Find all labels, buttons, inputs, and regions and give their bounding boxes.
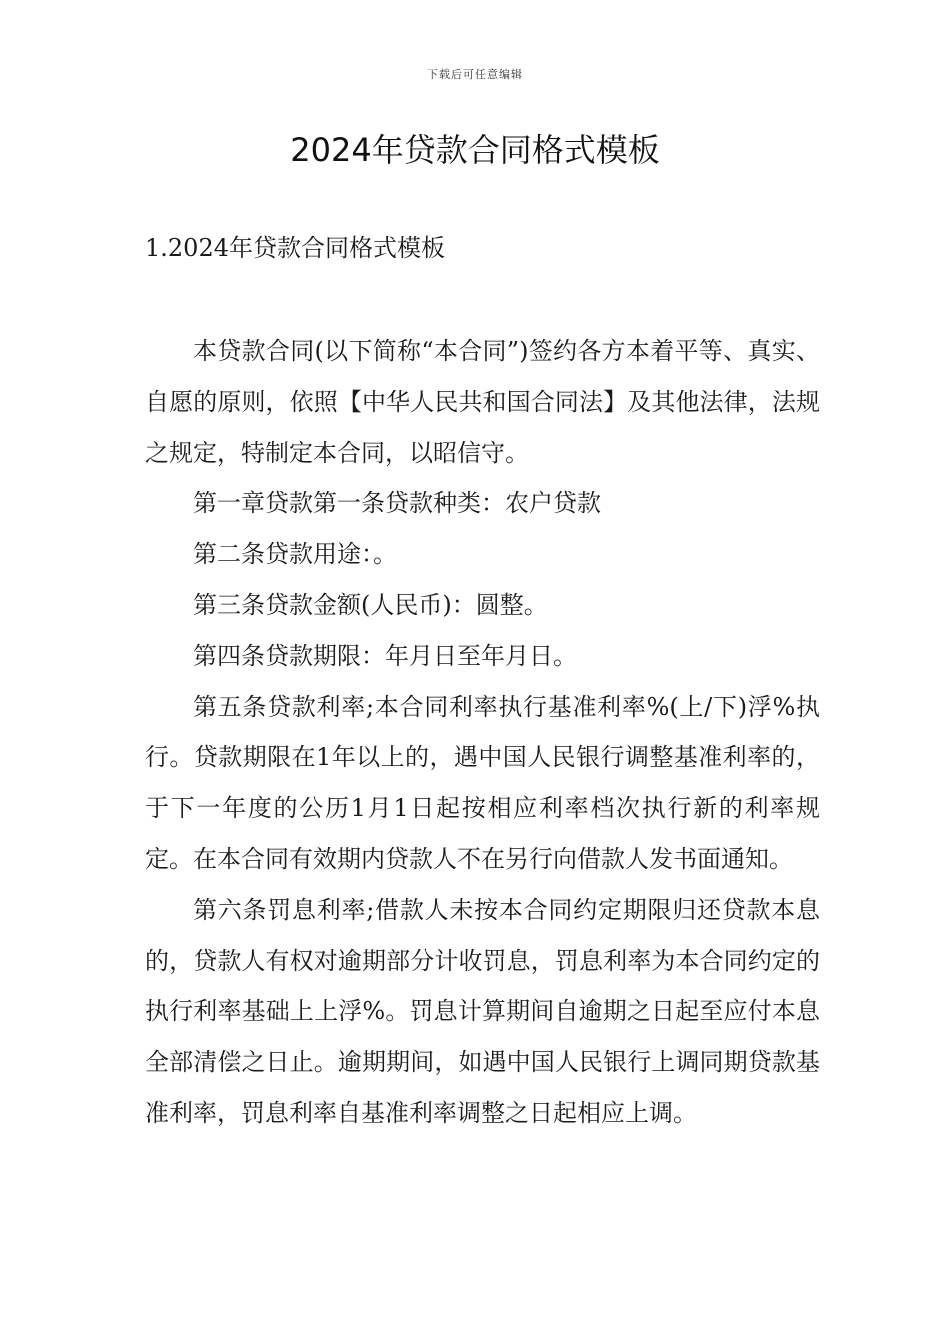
paragraph-loan-term: 第四条贷款期限：年月日至年月日。 <box>193 641 577 670</box>
paragraph-loan-purpose: 第二条贷款用途：。 <box>193 540 397 569</box>
section-heading: 1.2024年贷款合同格式模板 <box>145 234 445 262</box>
document-title: 2024年贷款合同格式模板 <box>290 131 660 169</box>
header-note: 下载后可任意编辑 <box>427 68 523 81</box>
paragraph-interest-rate: 第五条贷款利率;本合同利率执行基准利率%(上/下)浮%执行。贷款期限在1年以上的，遇中国人民银行调整基准利率的，于下一年度的公历1月1日起按相应利率档次执行新的利率规定。在本合同有效期内贷款人不在另行向借款人发书面通知。 <box>145 692 820 873</box>
paragraph-loan-type: 第一章贷款第一条贷款种类：农户贷款 <box>193 489 601 518</box>
document-body <box>145 326 820 1139</box>
paragraph-loan-amount: 第三条贷款金额(人民币)：圆整。 <box>193 590 548 619</box>
paragraph-intro: 本贷款合同(以下简称“本合同”)签约各方本着平等、真实、自愿的原则，依照【中华人民共和国合同法】及其他法律，法规之规定，特制定本合同，以昭信守。 <box>145 337 820 467</box>
paragraph-penalty-rate: 第六条罚息利率;借款人未按本合同约定期限归还贷款本息的，贷款人有权对逾期部分计收罚息，罚息利率为本合同约定的执行利率基础上上浮%。罚息计算期间自逾期之日起至应付本息全部清偿之日止。逾期期间，如遇中国人民银行上调同期贷款基准利率，罚息利率自基准利率调整之日起相应上调。 <box>145 895 820 1127</box>
